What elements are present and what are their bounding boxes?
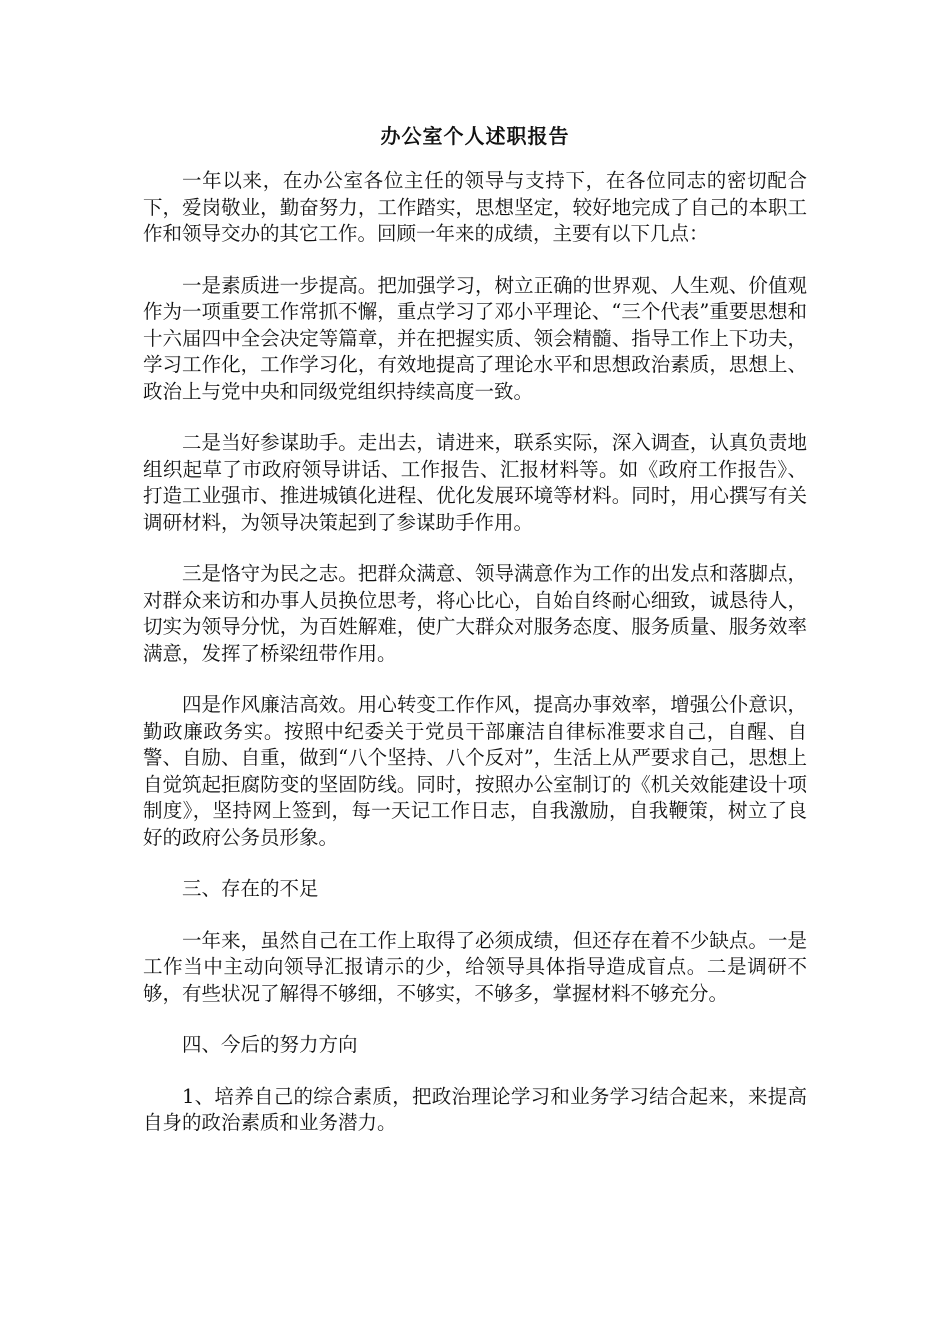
document-title: 办公室个人述职报告 bbox=[380, 124, 570, 148]
intro-paragraph: 一年以来，在办公室各位主任的领导与支持下，在各位同志的密切配合下，爱岗敬业，勤奋努力，工作踏实，思想坚定，较好地完成了自己的本职工作和领导交办的其它工作。回顾一年来的成绩，主要有以下几点： bbox=[143, 169, 807, 245]
section-heading-shortcomings: 三、存在的不足 bbox=[182, 877, 319, 900]
document-body bbox=[143, 120, 807, 1162]
paragraph-integrity: 四是作风廉洁高效。用心转变工作作风，提高办事效率，增强公仆意识，勤政廉政务实。按照中纪委关于党员干部廉洁自律标准要求自己，自醒、自警、自励、自重，做到“八个坚持、八个反对”，生活上从严要求自己，思想上自觉筑起拒腐防变的坚固防线。同时，按照办公室制订的《机关效能建设十项制度》，坚持网上签到，每一天记工作日志，自我激励，自我鞭策，树立了良好的政府公务员形象。 bbox=[143, 693, 807, 849]
paragraph-advisor: 二是当好参谋助手。走出去，请进来，联系实际，深入调查，认真负责地组织起草了市政府领导讲话、工作报告、汇报材料等。如《政府工作报告》、打造工业强市、推进城镇化进程、优化发展环境等材料。同时，用心撰写有关调研材料，为领导决策起到了参谋助手作用。 bbox=[143, 431, 807, 534]
paragraph-quality: 一是素质进一步提高。把加强学习，树立正确的世界观、人生观、价值观作为一项重要工作常抓不懈，重点学习了邓小平理论、“三个代表”重要思想和十六届四中全会决定等篇章，并在把握实质、领会精髓、指导工作上下功夫，学习工作化，工作学习化，有效地提高了理论水平和思想政治素质，思想上、政治上与党中央和同级党组织持续高度一致。 bbox=[143, 273, 807, 403]
paragraph-shortcomings: 一年来，虽然自己在工作上取得了必须成绩，但还存在着不少缺点。一是工作当中主动向领导汇报请示的少，给领导具体指导造成盲点。二是调研不够，有些状况了解得不够细，不够实，不够多，掌握材料不够充分。 bbox=[143, 928, 807, 1005]
section-heading-future: 四、今后的努力方向 bbox=[182, 1033, 358, 1056]
paragraph-future-1: 1、培养自己的综合素质，把政治理论学习和业务学习结合起来，来提高自身的政治素质和业务潜力。 bbox=[143, 1084, 807, 1134]
paragraph-public-service: 三是恪守为民之志。把群众满意、领导满意作为工作的出发点和落脚点，对群众来访和办事人员换位思考，将心比心，自始自终耐心细致，诚恳待人，切实为领导分忧，为百姓解难，使广大群众对服务态度、服务质量、服务效率满意，发挥了桥梁纽带作用。 bbox=[143, 562, 807, 665]
